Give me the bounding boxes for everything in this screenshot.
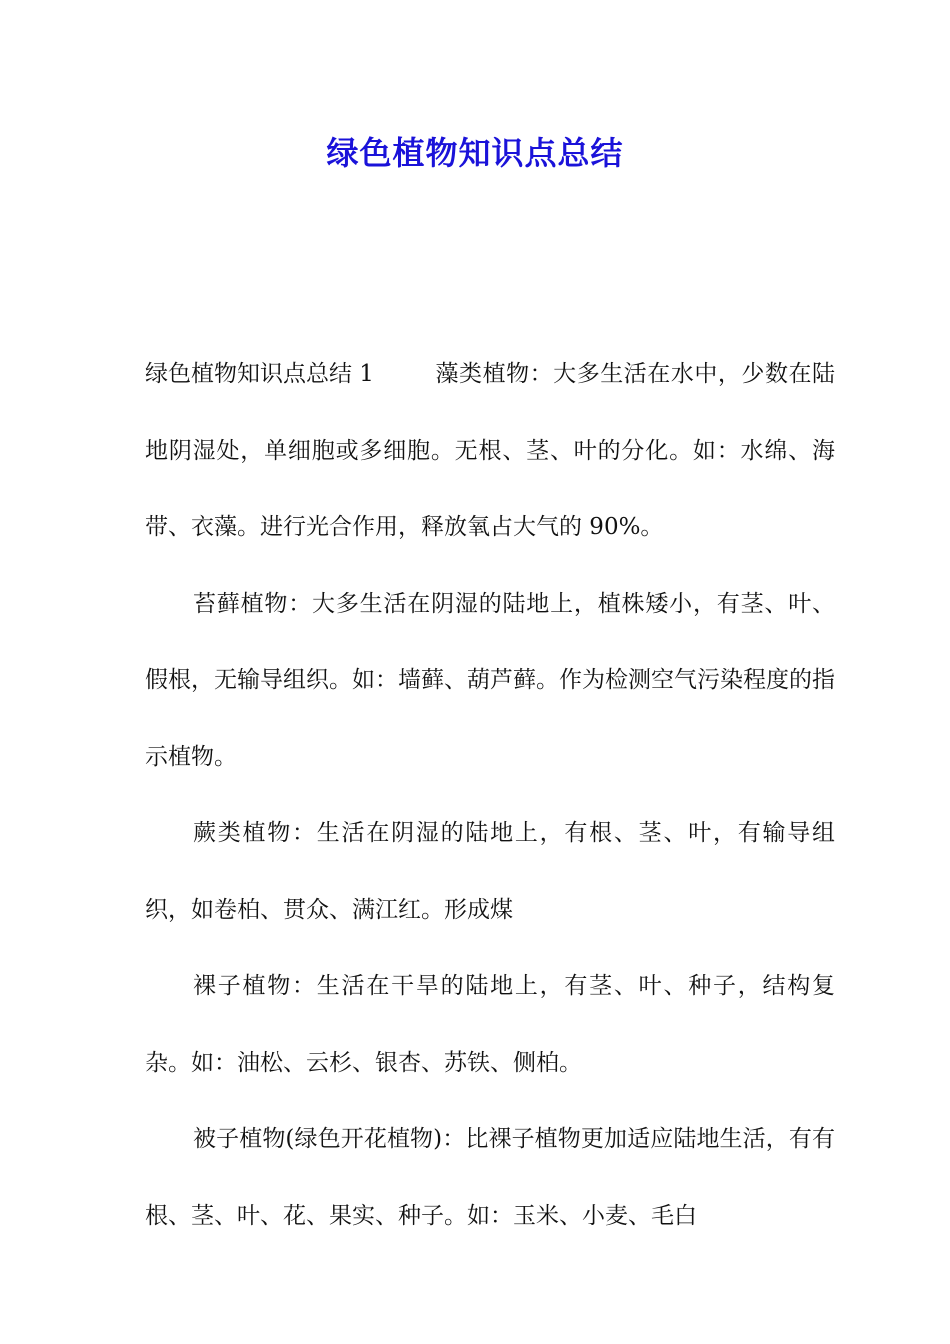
paragraph-angiosperm: 被子植物(绿色开花植物)：比裸子植物更加适应陆地生活，有有根、茎、叶、花、果实、种子。如：玉米、小麦、毛白 [145,1126,835,1229]
document-title: 绿色植物知识点总结 [326,134,624,172]
section-heading: 绿色植物知识点总结 1 [145,361,374,387]
paragraph-algae [145,336,835,566]
paragraph-gymnosperm: 裸子植物：生活在干旱的陆地上，有茎、叶、种子，结构复杂。如：油松、云杉、银杏、苏铁、侧柏。 [145,973,835,1076]
paragraph-moss: 苔藓植物：大多生活在阴湿的陆地上，植株矮小，有茎、叶、假根，无输导组织。如：墙藓、葫芦藓。作为检测空气污染程度的指示植物。 [145,590,835,770]
paragraph-fern: 蕨类植物：生活在阴湿的陆地上，有根、茎、叶，有输导组织，如卷柏、贯众、满江红。形成煤 [145,820,835,923]
document-body [145,336,835,1254]
paragraph-algae-text: 藻类植物：大多生活在水中，少数在陆地阴湿处，单细胞或多细胞。无根、茎、叶的分化。如：水绵、海带、衣藻。进行光合作用，释放氧占大气的 90%。 [145,361,835,540]
